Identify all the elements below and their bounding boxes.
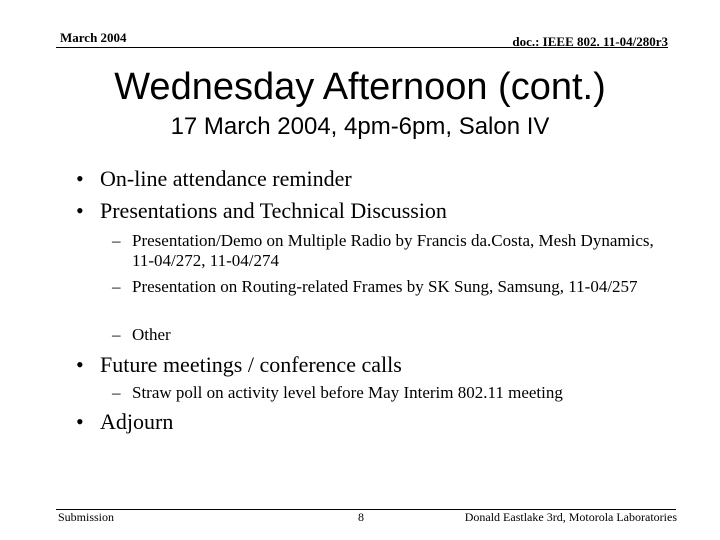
- subbullet-text: Presentation/Demo on Multiple Radio by Francis da.Costa, Mesh Dynamics, 11-04/272, 11-04/274: [132, 231, 654, 270]
- subbullet-other: [112, 325, 672, 345]
- header-date: March 2004: [60, 30, 127, 45]
- subbullet-text: Other: [132, 325, 171, 344]
- slide-title: Wednesday Afternoon (cont.): [114, 66, 606, 108]
- footer-page-number: 8: [358, 510, 364, 524]
- bullet-text: Adjourn: [100, 409, 174, 434]
- footer-author: Donald Eastlake 3rd, Motorola Laboratories: [464, 510, 677, 524]
- slide-subtitle: 17 March 2004, 4pm-6pm, Salon IV: [170, 113, 550, 140]
- bullet-dot: •: [76, 198, 84, 223]
- header-doc-id: doc.: IEEE 802. 11-04/280r3: [512, 34, 668, 49]
- subbullet-text: Straw poll on activity level before May Interim 802.11 meeting: [132, 383, 563, 402]
- bullet-dot: •: [76, 352, 84, 377]
- subbullet-multiple-radio: [112, 231, 672, 271]
- subbullet-dash: –: [112, 231, 121, 250]
- subbullet-text: Presentation on Routing-related Frames by SK Sung, Samsung, 11-04/257: [132, 277, 638, 296]
- subbullet-routing-frames: [112, 277, 672, 297]
- header-rule: [56, 47, 668, 48]
- subbullet-dash: –: [112, 325, 121, 344]
- bullet-text: Future meetings / conference calls: [100, 352, 402, 377]
- subbullet-dash: –: [112, 277, 121, 296]
- subbullet-straw-poll: [112, 383, 672, 403]
- bullet-dot: •: [76, 409, 84, 434]
- bullet-text: Presentations and Technical Discussion: [100, 198, 447, 223]
- bullet-dot: •: [76, 166, 84, 191]
- bullet-text: On-line attendance reminder: [100, 166, 352, 191]
- footer-submission: Submission: [58, 510, 115, 524]
- subbullet-dash: –: [112, 383, 121, 402]
